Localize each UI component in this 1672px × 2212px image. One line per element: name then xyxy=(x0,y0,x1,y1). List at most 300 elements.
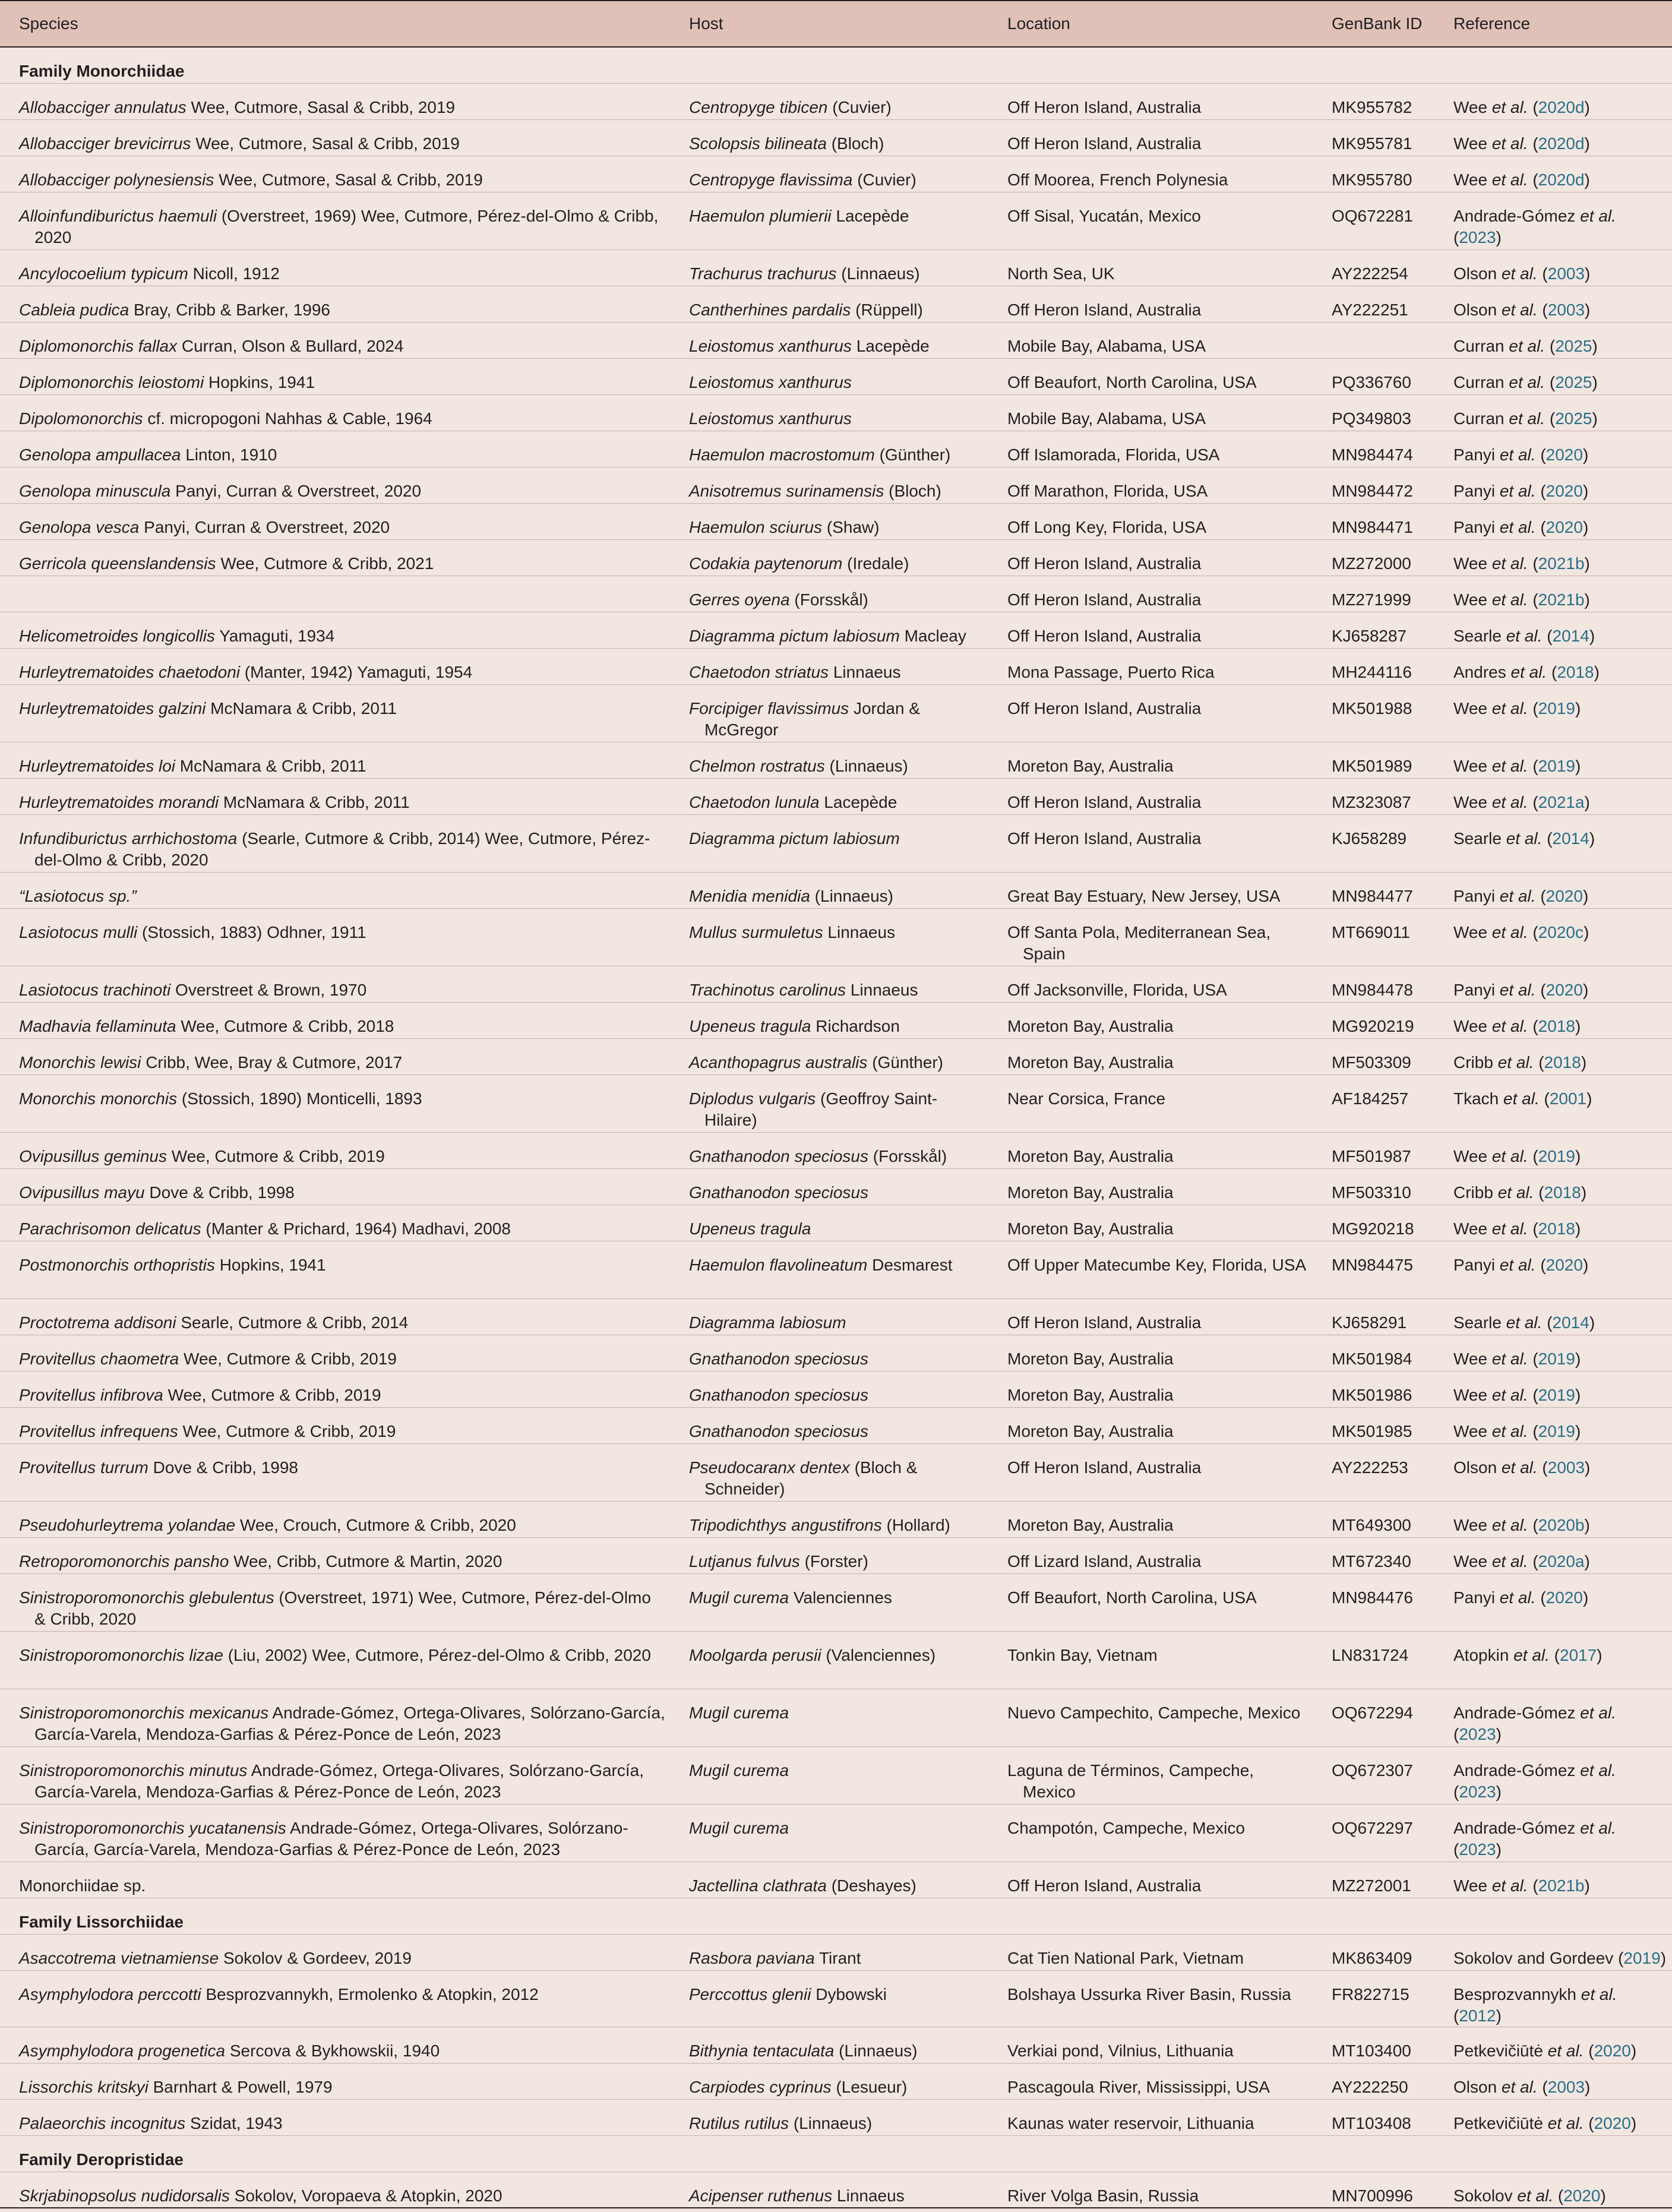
host-species: Perccottus glenii xyxy=(689,1985,811,2004)
location-text: Bolshaya Ussurka River Basin, Russia xyxy=(1007,1985,1291,2004)
reference-author: Panyi xyxy=(1453,481,1496,500)
species-text xyxy=(19,1016,394,1037)
host-authority: Linnaeus xyxy=(837,2186,905,2205)
host-cell xyxy=(670,249,988,286)
species-authority: (Stossich, 1890) Monticelli, 1893 xyxy=(181,1089,422,1108)
reference-etal: et al. xyxy=(1509,372,1545,391)
location-cell xyxy=(988,1132,1313,1168)
genbank-id: KJ658291 xyxy=(1332,1313,1407,1332)
reference-etal: et al. xyxy=(1491,1421,1528,1440)
host-cell xyxy=(670,1132,988,1168)
reference-paren-close: ) xyxy=(1584,170,1590,189)
reference-year-link[interactable]: 2019 xyxy=(1538,1421,1575,1440)
table-row xyxy=(0,322,1672,358)
reference-cell xyxy=(1434,1689,1672,1746)
host-species: Cantherhines pardalis xyxy=(689,300,851,319)
reference-year-link[interactable]: 2019 xyxy=(1538,1385,1575,1404)
table-row xyxy=(0,742,1672,778)
species-text xyxy=(19,1818,665,1860)
species-cell xyxy=(0,1746,670,1804)
host-species: Leiostomus xanthurus xyxy=(689,372,852,391)
host-text xyxy=(689,444,950,466)
reference-year-link[interactable]: 2020 xyxy=(1563,2186,1601,2205)
species-cell xyxy=(0,1168,670,1205)
reference-paren-close: ) xyxy=(1592,372,1598,391)
reference-year-link[interactable]: 2012 xyxy=(1459,2006,1496,2025)
table-row xyxy=(0,1537,1672,1573)
header-reference: Reference xyxy=(1434,1,1672,47)
reference-paren-open: ( xyxy=(1532,922,1538,941)
species-text xyxy=(19,1421,396,1442)
family-heading: Family Lissorchiidae xyxy=(0,1898,1672,1934)
reference-year-link[interactable]: 2019 xyxy=(1538,756,1575,775)
reference-cell xyxy=(1434,1970,1672,2027)
species-name: Hurleytrematoides loi xyxy=(19,756,175,775)
reference-year-link[interactable]: 2020d xyxy=(1538,134,1585,153)
species-cell xyxy=(0,83,670,119)
table-row xyxy=(0,358,1672,394)
header-species: Species xyxy=(0,1,670,47)
reference-etal: et al. xyxy=(1491,792,1528,811)
reference-cell xyxy=(1434,1573,1672,1631)
species-cell xyxy=(0,1075,670,1132)
reference-etal: et al. xyxy=(1580,1761,1616,1780)
reference-year-link[interactable]: 2020d xyxy=(1538,170,1585,189)
reference-paren-open: ( xyxy=(1532,699,1538,718)
species-name: Dipolomonorchis xyxy=(19,409,143,428)
reference-cell xyxy=(1434,576,1672,612)
location-text: Verkiai pond, Vilnius, Lithuania xyxy=(1007,2041,1234,2060)
host-text xyxy=(689,1312,846,1333)
reference-author: Wee xyxy=(1453,1421,1488,1440)
host-authority: (Günther) xyxy=(872,1053,944,1072)
species-cell xyxy=(0,966,670,1002)
host-authority: (Forsskål) xyxy=(873,1146,947,1165)
species-authority: Cribb, Wee, Bray & Cutmore, 2017 xyxy=(146,1053,403,1072)
reference-etal: et al. xyxy=(1491,1349,1528,1368)
location-text: Off Heron Island, Australia xyxy=(1007,134,1202,153)
reference-year-link[interactable]: 2020 xyxy=(1545,445,1583,464)
reference-etal: et al. xyxy=(1506,626,1543,645)
host-text xyxy=(689,2185,905,2207)
species-authority: Bray, Cribb & Barker, 1996 xyxy=(134,300,330,319)
species-name: Provitellus infibrova xyxy=(19,1385,163,1404)
species-name: Lasiotocus mulli xyxy=(19,922,138,941)
host-text xyxy=(689,169,916,191)
reference-year-link[interactable]: 2017 xyxy=(1560,1645,1597,1664)
species-text xyxy=(19,1551,502,1572)
host-authority: Desmarest xyxy=(872,1255,953,1274)
host-species: Tripodichthys angustifrons xyxy=(689,1515,882,1534)
host-species: Lutjanus fulvus xyxy=(689,1551,800,1570)
species-name: Alloinfundiburictus haemuli xyxy=(19,206,217,225)
reference-author: Searle xyxy=(1453,626,1502,645)
reference-year-link[interactable]: 2023 xyxy=(1459,1840,1496,1859)
location-text: Great Bay Estuary, New Jersey, USA xyxy=(1007,886,1281,905)
reference-year-link[interactable]: 2020 xyxy=(1545,481,1583,500)
genbank-cell xyxy=(1313,1038,1434,1075)
reference-etal: et al. xyxy=(1501,264,1538,283)
host-authority: (Shaw) xyxy=(826,517,880,536)
species-authority: cf. micropogoni Nahhas & Cable, 1964 xyxy=(147,409,432,428)
location-cell xyxy=(988,119,1313,156)
host-species: Chelmon rostratus xyxy=(689,756,825,775)
genbank-id: MF503309 xyxy=(1332,1053,1411,1072)
reference-etal: et al. xyxy=(1499,1255,1536,1274)
reference-cell xyxy=(1434,539,1672,576)
species-cell xyxy=(0,249,670,286)
reference-paren-open: ( xyxy=(1540,1588,1546,1607)
reference-paren-close: ) xyxy=(1582,517,1589,536)
species-authority: Monorchiidae sp. xyxy=(19,1876,146,1895)
species-name: Genolopa ampullacea xyxy=(19,445,181,464)
species-name: Diplomonorchis leiostomi xyxy=(19,372,204,391)
reference-year-link[interactable]: 2018 xyxy=(1538,1219,1575,1238)
reference-etal: et al. xyxy=(1580,206,1616,225)
reference-etal: et al. xyxy=(1497,1053,1534,1072)
genbank-cell xyxy=(1313,1573,1434,1631)
genbank-cell xyxy=(1313,1443,1434,1501)
reference-year-link[interactable]: 2020 xyxy=(1545,1588,1583,1607)
reference-year-link[interactable]: 2019 xyxy=(1538,699,1575,718)
location-cell xyxy=(988,1371,1313,1407)
host-authority: (Linnaeus) xyxy=(829,756,908,775)
location-text: Moreton Bay, Australia xyxy=(1007,1349,1174,1368)
reference-author: Wee xyxy=(1453,756,1488,775)
reference-paren-open: ( xyxy=(1532,1016,1538,1035)
reference-year-link[interactable]: 2014 xyxy=(1552,1313,1589,1332)
location-text: Off Heron Island, Australia xyxy=(1007,590,1202,609)
table-row xyxy=(0,2063,1672,2099)
species-name: Sinistroporomonorchis glebulentus xyxy=(19,1588,274,1607)
host-cell xyxy=(670,1335,988,1371)
reference-paren-close: ) xyxy=(1584,554,1590,573)
host-cell xyxy=(670,539,988,576)
table-row xyxy=(0,966,1672,1002)
genbank-id: OQ672297 xyxy=(1332,1818,1413,1837)
reference-year-link[interactable]: 2021b xyxy=(1538,1876,1585,1895)
reference-cell xyxy=(1434,322,1672,358)
host-authority: (Hollard) xyxy=(886,1515,950,1534)
host-species: Gnathanodon speciosus xyxy=(689,1146,868,1165)
location-cell xyxy=(988,1970,1313,2027)
reference-year-link[interactable]: 2020a xyxy=(1538,1551,1585,1570)
host-species: Mugil curema xyxy=(689,1818,789,1837)
reference-year-link[interactable]: 2020b xyxy=(1538,1515,1585,1534)
reference-year-link[interactable]: 2023 xyxy=(1459,1724,1496,1743)
reference-paren-close: ) xyxy=(1582,980,1589,999)
reference-year-link[interactable]: 2003 xyxy=(1547,264,1585,283)
host-authority: Dybowski xyxy=(816,1985,887,2004)
genbank-id: AY222254 xyxy=(1332,264,1408,283)
species-name: Asymphylodora progenetica xyxy=(19,2041,226,2060)
host-authority: Lacepède xyxy=(856,336,930,355)
host-cell xyxy=(670,1804,988,1862)
host-cell xyxy=(670,612,988,648)
reference-year-link[interactable]: 2025 xyxy=(1555,409,1592,428)
reference-cell xyxy=(1434,192,1672,249)
genbank-cell xyxy=(1313,1132,1434,1168)
species-text xyxy=(19,979,366,1001)
reference-paren-open: ( xyxy=(1532,554,1538,573)
genbank-id: KJ658289 xyxy=(1332,829,1407,848)
genbank-id: MH244116 xyxy=(1332,662,1412,681)
reference-year-link[interactable]: 2020 xyxy=(1545,517,1583,536)
reference-paren-close: ) xyxy=(1575,1016,1581,1035)
reference-paren-open: ( xyxy=(1532,1876,1538,1895)
table-row xyxy=(0,1631,1672,1689)
reference-cell xyxy=(1434,814,1672,872)
host-species: Scolopsis bilineata xyxy=(689,134,827,153)
location-cell xyxy=(988,1689,1313,1746)
location-text: Nuevo Campechito, Campeche, Mexico xyxy=(1007,1703,1301,1722)
host-species: Acanthopagrus australis xyxy=(689,1053,868,1072)
table-row xyxy=(0,394,1672,431)
reference-paren-open: ( xyxy=(1532,97,1538,116)
reference-paren-close: ) xyxy=(1582,1255,1589,1274)
host-authority: (Forster) xyxy=(804,1551,868,1570)
table-row xyxy=(0,648,1672,684)
header-genbank-id: GenBank ID xyxy=(1313,1,1434,47)
host-text xyxy=(689,1457,984,1500)
host-authority: (Cuvier) xyxy=(832,97,892,116)
host-cell xyxy=(670,1862,988,1898)
reference-year-link[interactable]: 2021b xyxy=(1538,590,1585,609)
reference-year-link[interactable]: 2019 xyxy=(1538,1146,1575,1165)
reference-year-link[interactable]: 2020 xyxy=(1545,886,1583,905)
species-cell xyxy=(0,2172,670,2208)
species-text xyxy=(19,299,330,321)
reference-year-link[interactable]: 2018 xyxy=(1544,1053,1581,1072)
host-cell xyxy=(670,2063,988,2099)
location-cell xyxy=(988,1241,1313,1298)
reference-author: Andrade-Gómez xyxy=(1453,1818,1576,1837)
reference-year-link[interactable]: 2018 xyxy=(1557,662,1594,681)
host-text xyxy=(689,1515,950,1536)
species-cell xyxy=(0,394,670,431)
species-name: Monorchis lewisi xyxy=(19,1053,141,1072)
reference-year-link[interactable]: 2014 xyxy=(1552,829,1589,848)
reference-year-link[interactable]: 2020 xyxy=(1545,1255,1583,1274)
reference-cell xyxy=(1434,249,1672,286)
reference-etal: et al. xyxy=(1510,662,1547,681)
location-cell xyxy=(988,814,1313,872)
location-cell xyxy=(988,1573,1313,1631)
reference-year-link[interactable]: 2025 xyxy=(1555,372,1592,391)
host-text xyxy=(689,1875,916,1897)
reference-author: Andrade-Gómez xyxy=(1453,1761,1576,1780)
host-authority: (Iredale) xyxy=(847,554,909,573)
reference-author: Wee xyxy=(1453,1146,1488,1165)
location-text: Off Heron Island, Australia xyxy=(1007,699,1202,718)
genbank-id: MT103400 xyxy=(1332,2041,1411,2060)
location-text: Mona Passage, Puerto Rica xyxy=(1007,662,1215,681)
genbank-id: PQ349803 xyxy=(1332,409,1411,428)
host-authority: (Cuvier) xyxy=(857,170,916,189)
species-cell xyxy=(0,1443,670,1501)
reference-year-link[interactable]: 2020 xyxy=(1594,2113,1631,2132)
species-cell xyxy=(0,1689,670,1746)
reference-paren-close: ) xyxy=(1496,1840,1502,1859)
host-species: Acipenser ruthenus xyxy=(689,2186,833,2205)
host-species: Upeneus tragula xyxy=(689,1219,811,1238)
reference-paren-open: ( xyxy=(1540,980,1546,999)
species-cell xyxy=(0,778,670,814)
reference-author: Cribb xyxy=(1453,1053,1493,1072)
reference-year-link[interactable]: 2021b xyxy=(1538,554,1585,573)
reference-year-link[interactable]: 2025 xyxy=(1555,336,1592,355)
host-cell xyxy=(670,1443,988,1501)
host-authority: (Linnaeus) xyxy=(814,886,893,905)
reference-paren-open: ( xyxy=(1540,481,1546,500)
table-row xyxy=(0,908,1672,966)
genbank-cell xyxy=(1313,1631,1434,1689)
species-name: Cableia pudica xyxy=(19,300,129,319)
table-row xyxy=(0,503,1672,539)
reference-year-link[interactable]: 2020 xyxy=(1594,2041,1631,2060)
host-text xyxy=(689,133,884,154)
host-authority: Linnaeus xyxy=(833,662,901,681)
host-text xyxy=(689,1818,789,1839)
table-row xyxy=(0,2099,1672,2135)
location-cell xyxy=(988,358,1313,394)
reference-etal: et al. xyxy=(1499,980,1536,999)
table-row xyxy=(0,192,1672,249)
species-name: Hurleytrematoides chaetodoni xyxy=(19,662,240,681)
host-text xyxy=(689,589,868,611)
reference-year-link[interactable]: 2003 xyxy=(1547,300,1585,319)
reference-paren-open: ( xyxy=(1554,1645,1560,1664)
location-text: Moreton Bay, Australia xyxy=(1007,1385,1174,1404)
reference-year-link[interactable]: 2014 xyxy=(1552,626,1589,645)
location-text: Off Islamorada, Florida, USA xyxy=(1007,445,1220,464)
table-row xyxy=(0,2172,1672,2208)
host-species: Haemulon flavolineatum xyxy=(689,1255,868,1274)
host-text xyxy=(689,1052,943,1073)
genbank-id: KJ658287 xyxy=(1332,626,1407,645)
reference-cell xyxy=(1434,1205,1672,1241)
reference-year-link[interactable]: 2023 xyxy=(1459,1782,1496,1801)
species-authority: Wee, Cutmore & Cribb, 2018 xyxy=(181,1016,394,1035)
genbank-id: MN984475 xyxy=(1332,1255,1413,1274)
genbank-cell xyxy=(1313,1075,1434,1132)
table-row xyxy=(0,1075,1672,1132)
host-authority: Linnaeus xyxy=(827,922,896,941)
genbank-cell xyxy=(1313,742,1434,778)
reference-author: Olson xyxy=(1453,264,1497,283)
species-cell xyxy=(0,576,670,612)
species-cell xyxy=(0,1241,670,1298)
host-cell xyxy=(670,83,988,119)
table-row xyxy=(0,431,1672,467)
reference-author: Wee xyxy=(1453,922,1488,941)
genbank-cell xyxy=(1313,576,1434,612)
species-text xyxy=(19,2185,502,2207)
reference-year-link[interactable]: 2020 xyxy=(1545,980,1583,999)
reference-year-link[interactable]: 2020d xyxy=(1538,97,1585,116)
host-text xyxy=(689,792,897,813)
reference-paren-close: ) xyxy=(1583,922,1589,941)
location-text: Moreton Bay, Australia xyxy=(1007,1053,1174,1072)
reference-paren-close: ) xyxy=(1496,1724,1502,1743)
reference-cell xyxy=(1434,1443,1672,1501)
location-text: Off Jacksonville, Florida, USA xyxy=(1007,980,1227,999)
reference-paren-open: ( xyxy=(1549,336,1556,355)
reference-paren-close: ) xyxy=(1575,699,1581,718)
location-text: Champotón, Campeche, Mexico xyxy=(1007,1818,1245,1837)
species-authority: Dove & Cribb, 1998 xyxy=(153,1458,298,1477)
reference-year-link[interactable]: 2018 xyxy=(1544,1183,1581,1202)
table-row xyxy=(0,1689,1672,1746)
species-authority: (Overstreet, 1971) Wee, Cutmore, Pérez-del-Olmo & Cribb, 2020 xyxy=(34,1588,651,1628)
reference-paren-close: ) xyxy=(1575,1385,1581,1404)
reference-paren-open: ( xyxy=(1549,372,1556,391)
reference-paren-close: ) xyxy=(1575,1349,1581,1368)
species-name: Pseudohurleytrema yolandae xyxy=(19,1515,236,1534)
host-species: Moolgarda perusii xyxy=(689,1645,821,1664)
species-text xyxy=(19,625,334,647)
genbank-cell xyxy=(1313,1537,1434,1573)
reference-etal: et al. xyxy=(1547,2113,1584,2132)
reference-paren-open: ( xyxy=(1542,2077,1548,2096)
species-cell xyxy=(0,156,670,192)
species-authority: Andrade-Gómez, Ortega-Olivares, Solórzano-García, García-Varela, Mendoza-Garfias & Pérez-Ponce de León, 2023 xyxy=(34,1818,628,1859)
host-authority: (Rüppell) xyxy=(855,300,923,319)
reference-year-link[interactable]: 2020c xyxy=(1538,922,1583,941)
location-cell xyxy=(988,249,1313,286)
species-name: Provitellus infrequens xyxy=(19,1421,178,1440)
host-text xyxy=(689,97,892,118)
host-species: Centropyge flavissima xyxy=(689,170,853,189)
species-text xyxy=(19,1182,295,1203)
reference-paren-open: ( xyxy=(1532,590,1538,609)
species-cell xyxy=(0,2099,670,2135)
reference-year-link[interactable]: 2019 xyxy=(1623,1948,1661,1967)
location-cell xyxy=(988,1205,1313,1241)
reference-etal: et al. xyxy=(1491,756,1528,775)
reference-year-link[interactable]: 2003 xyxy=(1547,1458,1585,1477)
location-text: Moreton Bay, Australia xyxy=(1007,1515,1174,1534)
species-authority: Andrade-Gómez, Ortega-Olivares, Solórzano-García, García-Varela, Mendoza-Garfias & Pérez-Ponce de León, 2023 xyxy=(34,1703,665,1743)
location-cell xyxy=(988,742,1313,778)
genbank-id: AY222250 xyxy=(1332,2077,1408,2096)
reference-year-link[interactable]: 2003 xyxy=(1547,2077,1585,2096)
reference-paren-close: ) xyxy=(1600,2186,1606,2205)
reference-year-link[interactable]: 2001 xyxy=(1549,1089,1587,1108)
table-row xyxy=(0,1501,1672,1537)
species-text xyxy=(19,169,483,191)
host-cell xyxy=(670,814,988,872)
species-name: Lasiotocus trachinoti xyxy=(19,980,171,999)
species-name: Hurleytrematoides galzini xyxy=(19,699,206,718)
reference-year-link[interactable]: 2019 xyxy=(1538,1349,1575,1368)
reference-etal: et al. xyxy=(1491,1385,1528,1404)
host-authority: (Valenciennes) xyxy=(826,1645,936,1664)
host-text xyxy=(689,408,852,429)
species-text xyxy=(19,1587,665,1630)
reference-year-link[interactable]: 2018 xyxy=(1538,1016,1575,1035)
host-authority: Lacepède xyxy=(836,206,909,225)
reference-author: Wee xyxy=(1453,554,1488,573)
host-cell xyxy=(670,648,988,684)
reference-author: Wee xyxy=(1453,1515,1488,1534)
species-authority: Hopkins, 1941 xyxy=(208,372,315,391)
reference-etal: et al. xyxy=(1491,1876,1528,1895)
reference-year-link[interactable]: 2021a xyxy=(1538,792,1585,811)
host-species: Centropyge tibicen xyxy=(689,97,828,116)
host-cell xyxy=(670,908,988,966)
reference-year-link[interactable]: 2023 xyxy=(1459,227,1496,247)
